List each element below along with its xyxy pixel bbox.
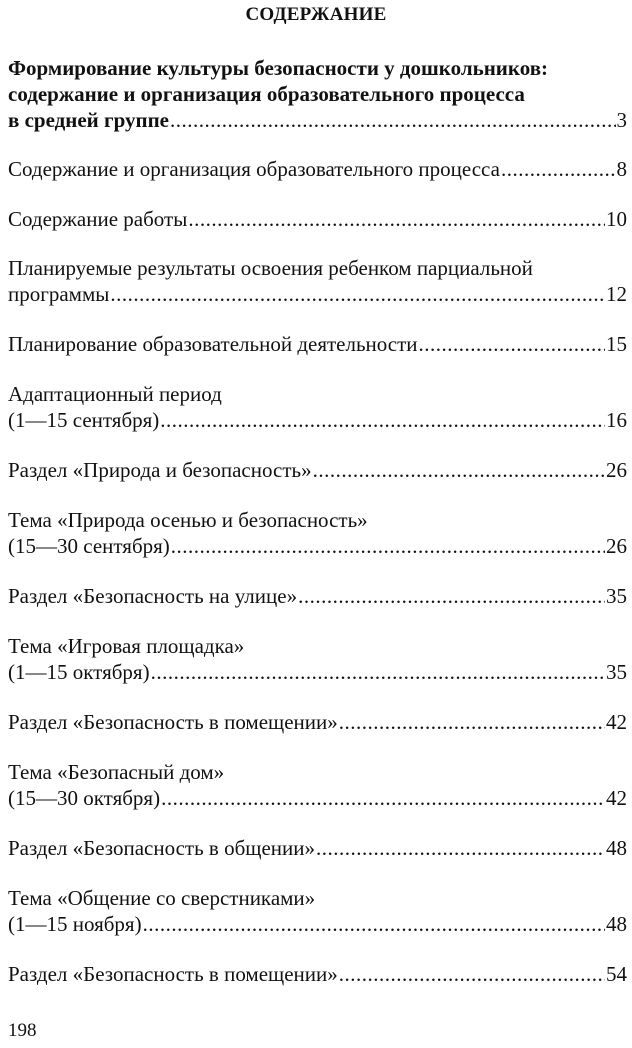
toc-entry-title-line: Раздел «Безопасность в общении» <box>8 836 315 860</box>
toc-entry-last-line <box>8 835 627 861</box>
toc-entry-last-line <box>8 911 627 937</box>
dot-leader <box>339 961 605 987</box>
toc-entry-title-line: (1—15 сентября) <box>8 408 160 432</box>
toc-entry[interactable] <box>8 759 627 811</box>
dot-leader <box>143 911 605 937</box>
toc-entry-page-number: 26 <box>606 534 627 558</box>
toc-entry-page-number: 16 <box>606 408 627 432</box>
toc-entry-last-line <box>8 785 627 811</box>
toc-entry-title-line: Тема «Общение со сверстниками» <box>8 886 316 910</box>
toc-entry-last-line <box>8 206 627 232</box>
toc-entry[interactable] <box>8 507 627 559</box>
toc-entry-last-line <box>8 583 627 609</box>
toc-entry-title-line: Раздел «Безопасность на улице» <box>8 584 298 608</box>
toc-entry-title-line: Тема «Безопасный дом» <box>8 760 225 784</box>
dot-leader <box>501 156 616 182</box>
toc-entry-title-line: Содержание и организация образовательного процесса <box>8 157 500 181</box>
toc-entry-last-line <box>8 659 627 685</box>
toc-entry-title-line: (1—15 ноября) <box>8 912 142 936</box>
toc-entry-title-line: Раздел «Природа и безопасность» <box>8 458 312 482</box>
toc-entry-page-number: 42 <box>606 710 627 734</box>
toc-entry-page-number: 10 <box>606 207 627 231</box>
toc-entry[interactable] <box>8 633 627 685</box>
toc-entry-last-line <box>8 156 627 182</box>
dot-leader <box>188 206 605 232</box>
toc-entry-title-line: Тема «Природа осенью и безопасность» <box>8 508 368 532</box>
toc-entry-title-line: Планируемые результаты освоения ребенком парциальной <box>8 256 533 280</box>
toc-entry-page-number: 15 <box>606 332 627 356</box>
toc-entry[interactable] <box>8 331 627 357</box>
dot-leader <box>110 281 605 307</box>
toc-entry-last-line <box>8 331 627 357</box>
toc-entry-last-line <box>8 533 627 559</box>
toc-entry[interactable] <box>8 206 627 232</box>
toc-entry-page-number: 3 <box>616 108 627 132</box>
dot-leader <box>419 331 605 357</box>
toc-entry[interactable] <box>8 381 627 433</box>
toc-entry-title-line: Содержание работы <box>8 207 188 231</box>
toc-entry-page-number: 48 <box>606 912 627 936</box>
toc-entry-page-number: 35 <box>606 584 627 608</box>
toc-entry-title-line: Формирование культуры безопасности у дошкольников: <box>8 56 549 80</box>
toc-entry[interactable] <box>8 55 627 133</box>
toc-entry-page-number: 54 <box>606 962 627 986</box>
toc-entry-title-line: Планирование образовательной деятельности <box>8 332 418 356</box>
toc-entry-title-line: (15—30 октября) <box>8 786 161 810</box>
toc-entry-last-line <box>8 457 627 483</box>
page-title: СОДЕРЖАНИЕ <box>245 4 387 25</box>
dot-leader <box>161 785 605 811</box>
toc-entry-title-line: программы <box>8 282 110 306</box>
toc-entry-page-number: 26 <box>606 458 627 482</box>
toc-entry[interactable] <box>8 255 627 307</box>
toc-entry-page-number: 8 <box>616 157 627 181</box>
dot-leader <box>316 835 605 861</box>
toc-entry[interactable] <box>8 709 627 735</box>
toc-entry-last-line <box>8 961 627 987</box>
dot-leader <box>171 533 605 559</box>
toc-entry-last-line <box>8 107 627 133</box>
toc-entry-title-line: (15—30 сентября) <box>8 534 170 558</box>
dot-leader <box>151 659 605 685</box>
toc-entry-title-line: Тема «Игровая площадка» <box>8 634 245 658</box>
toc-entry-page-number: 42 <box>606 786 627 810</box>
toc-entry-page-number: 12 <box>606 282 627 306</box>
dot-leader <box>313 457 605 483</box>
dot-leader <box>160 407 605 433</box>
dot-leader <box>339 709 605 735</box>
dot-leader <box>170 107 616 133</box>
footer-page-number: 198 <box>8 1020 37 1041</box>
toc-entry-page-number: 48 <box>606 836 627 860</box>
toc-entry[interactable] <box>8 583 627 609</box>
toc-entry-title-line: в средней группе <box>8 108 169 132</box>
toc-entry[interactable] <box>8 156 627 182</box>
toc-entry-title-line: (1—15 октября) <box>8 660 150 684</box>
toc-entry-title-line: содержание и организация образовательного процесса <box>8 82 525 106</box>
toc-entry-last-line <box>8 709 627 735</box>
dot-leader <box>298 583 605 609</box>
toc-entry-title-line: Раздел «Безопасность в помещении» <box>8 710 338 734</box>
toc-entry[interactable] <box>8 457 627 483</box>
toc-entry-last-line <box>8 407 627 433</box>
toc-entry-page-number: 35 <box>606 660 627 684</box>
toc-entry-title-line: Раздел «Безопасность в помещении» <box>8 962 338 986</box>
toc-entry[interactable] <box>8 835 627 861</box>
toc-entry[interactable] <box>8 961 627 987</box>
toc-entry-title-line: Адаптационный период <box>8 382 222 406</box>
toc-entry[interactable] <box>8 885 627 937</box>
toc-entry-last-line <box>8 281 627 307</box>
